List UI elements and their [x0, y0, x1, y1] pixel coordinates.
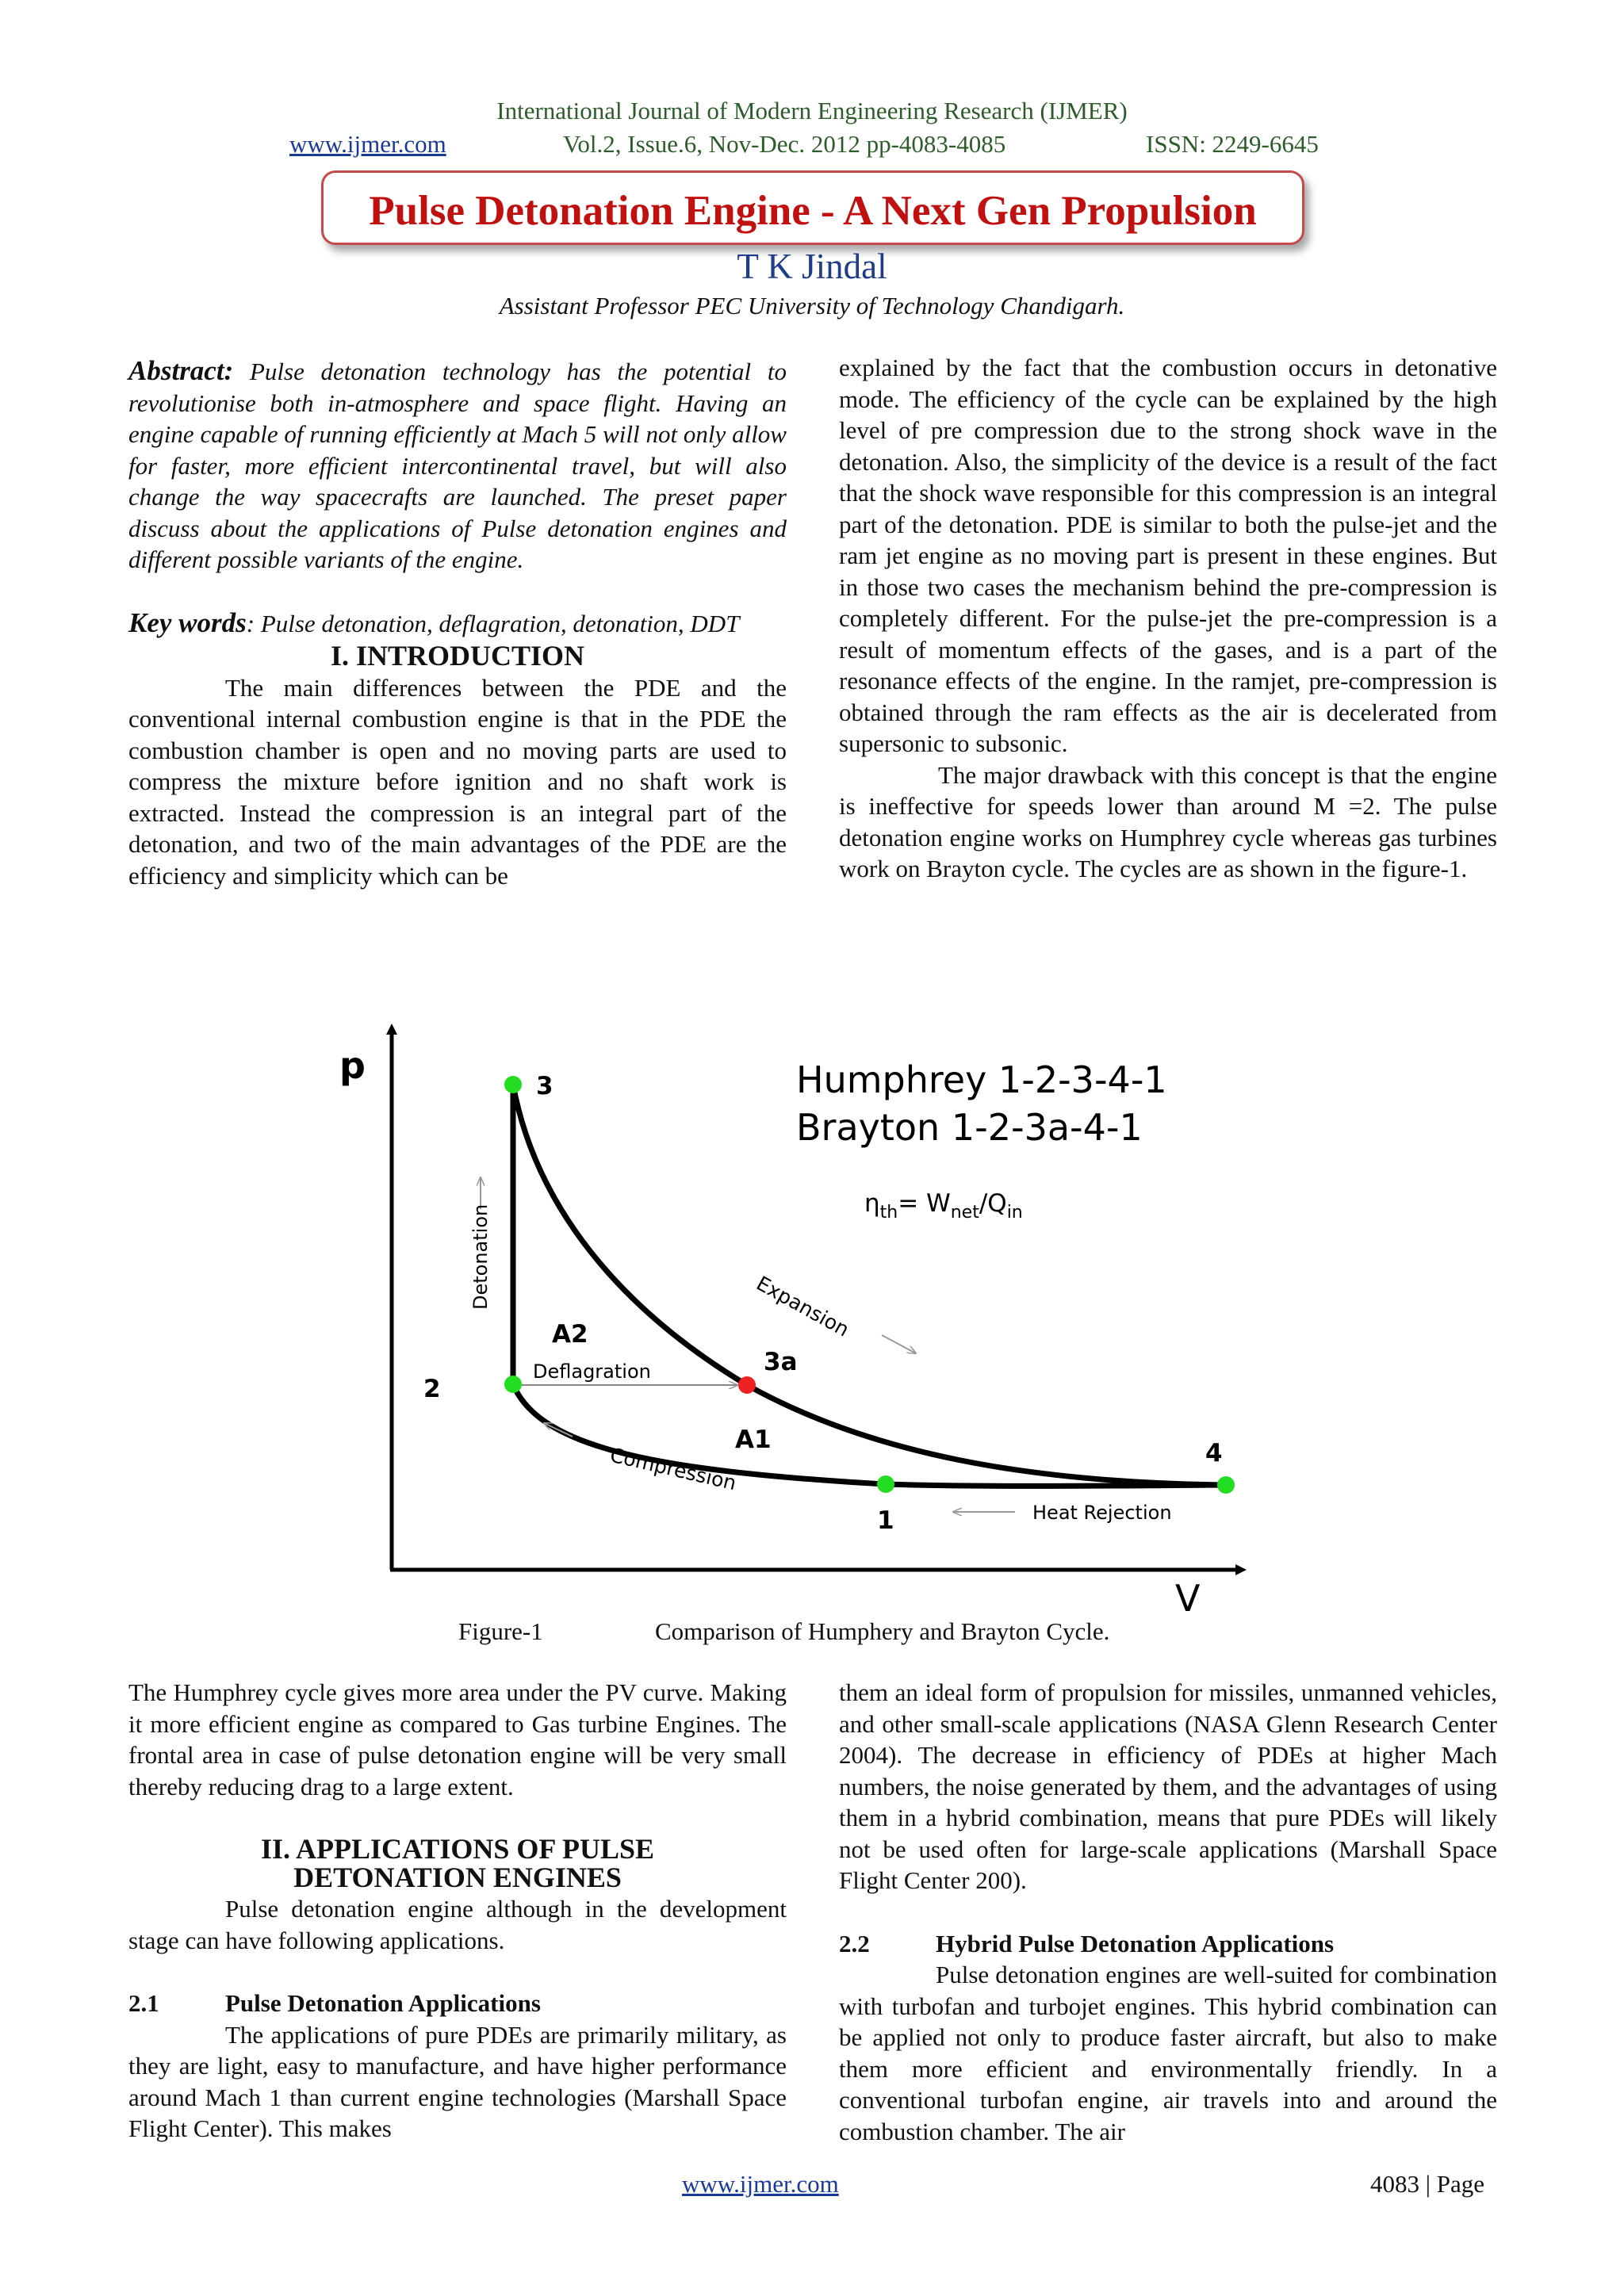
intro-paragraph-1-cont: explained by the fact that the combustion occurs in detonative mode. The efficiency of the cycle can be explained by the high level of pre compression due to the strong shock wave in the detonation. Also, the simplicity of the device is a result of the fact that the shock wave responsible for this compression is an integral part of the detonation. PDE is similar to both the pulse-jet and the ram jet engine as no moving part is present in these engines. But in those two cases the mechanism behind the pre-compression is completely different. For the pulse-jet the pre-compression is a result of momentum effects of the gases, and is a part of the resonance effects of the engine. In the ramjet, pre-compression is obtained through the ram effects as the air is decelerated from supersonic to subsonic. [839, 354, 1497, 757]
expansion-label: Expansion [753, 1271, 853, 1341]
keywords-text: : Pulse detonation, deflagration, detonation, DDT [246, 609, 740, 637]
keywords [128, 607, 787, 640]
point-1-label: 1 [877, 1506, 894, 1535]
subsection-2-1-title: Pulse Detonation Applications [225, 1989, 541, 2017]
subsection-2-1-number: 2.1 [128, 1989, 159, 2017]
page-number: 4083 | Page [1370, 2170, 1484, 2198]
pv-diagram-figure [317, 1015, 1308, 1617]
right-column-top [839, 352, 1497, 885]
author-affiliation: Assistant Professor PEC University of Technology Chandigarh. [499, 292, 1125, 320]
expansion-arrow [882, 1335, 916, 1353]
point-1-marker [877, 1475, 894, 1493]
keywords-label: Key words [128, 607, 247, 638]
heat-rejection-label: Heat Rejection [1032, 1502, 1172, 1524]
point-2-marker [504, 1376, 522, 1393]
point-3a-marker [738, 1376, 756, 1394]
subsection-2-2-number: 2.2 [839, 1929, 870, 1957]
figure-caption-label: Figure-1 [458, 1617, 543, 1645]
legend-humphrey: Humphrey 1-2-3-4-1 [796, 1058, 1167, 1101]
journal-volume: Vol.2, Issue.6, Nov-Dec. 2012 pp-4083-4085 [563, 130, 1006, 158]
v-axis-label: V [1175, 1577, 1201, 1617]
humphrey-paragraph: The Humphrey cycle gives more area under the PV curve. Making it more efficient engine as compared to Gas turbine Engines. The frontal area in case of pulse detonation engine will be very small thereby reducing drag to a large extent. [128, 1678, 787, 1800]
detonation-label: Detonation [469, 1203, 492, 1310]
footer-site-wrap [682, 2170, 839, 2198]
subsection-2-1-paragraph: The applications of pure PDEs are primarily military, as they are light, easy to manufacture, and have higher performance around Mach 1 than current engine technologies (Marshall Space Flight Center). This makes [128, 2020, 787, 2142]
applications-paragraph-cont: them an ideal form of propulsion for missiles, unmanned vehicles, and other small-scale applications (NASA Glenn Research Center 2004). The decrease in efficiency of PDEs at higher Mach numbers, the noise generated by them, and the advantages of using them in a hybrid combination, means that pure PDEs will likely not be used often for large-scale applications (Marshall Space Flight Center 200). [839, 1678, 1497, 1894]
journal-name: International Journal of Modern Engineering Research (IJMER) [496, 97, 1128, 124]
section-2-heading-line2: DETONATION ENGINES [293, 1861, 622, 1893]
footer-site-link[interactable]: www.ijmer.com [682, 2170, 839, 2198]
abstract [128, 355, 787, 576]
point-2-label: 2 [423, 1375, 441, 1403]
intro-heading: I. INTRODUCTION [330, 640, 585, 672]
deflagration-label: Deflagration [533, 1360, 651, 1383]
paper-title: Pulse Detonation Engine - A Next Gen Propulsion [369, 188, 1257, 234]
intro-paragraph-1: The main differences between the PDE and the conventional internal combustion engine is that in the PDE the combustion chamber is open and no moving parts are used to compress the mixture before ignition and no shaft work is extracted. Instead the compression is an integral part of the detonation, and two of the main advantages of the PDE are the efficiency and simplicity which can be [128, 673, 787, 890]
right-column-bottom [839, 1677, 1497, 2147]
section-2-paragraph: Pulse detonation engine although in the development stage can have following applications. [128, 1895, 787, 1954]
intro-paragraph-2: The major drawback with this concept is that the engine is ineffective for speeds lower than around M =2. The pulse detonation engine works on Humphrey cycle whereas gas turbines work on Brayton cycle. The cycles are as shown in the figure-1. [839, 760, 1497, 882]
section-2-heading-line1: II. APPLICATIONS OF PULSE [260, 1833, 655, 1865]
journal-issn: ISSN: 2249-6645 [1146, 130, 1319, 158]
author-name: T K Jindal [737, 247, 887, 286]
area-a1-label: A1 [735, 1425, 772, 1454]
area-a2-label: A2 [552, 1320, 588, 1349]
point-4-label: 4 [1205, 1439, 1223, 1468]
compression-arrow [544, 1423, 573, 1437]
point-3a-label: 3a [764, 1348, 798, 1376]
point-3-label: 3 [536, 1072, 553, 1100]
abstract-label: Abstract: [128, 355, 234, 386]
legend-brayton: Brayton 1-2-3a-4-1 [796, 1106, 1143, 1149]
left-column-top [128, 355, 787, 891]
journal-site-link[interactable]: www.ijmer.com [289, 130, 446, 158]
journal-site-wrap [289, 130, 446, 159]
title-box [321, 170, 1304, 245]
subsection-2-1-heading [128, 1988, 787, 2019]
subsection-2-2-heading [839, 1928, 1497, 1960]
subsection-2-2-title: Hybrid Pulse Detonation Applications [936, 1929, 1335, 1957]
subsection-2-2-paragraph: Pulse detonation engines are well-suited for combination with turbofan and turbojet engines. This hybrid combination can be applied not only to produce faster aircraft, but also to make them more efficient and environmentally friendly. In a conventional turbofan engine, air travels into and around the combustion chamber. The air [839, 1961, 1497, 2145]
efficiency-formula: $\eta_{th}= W_{net}/Q_{in}$ [864, 1189, 1023, 1223]
point-4-marker [1217, 1476, 1235, 1494]
left-column-bottom [128, 1677, 787, 2145]
figure-caption-text: Comparison of Humphery and Brayton Cycle. [655, 1617, 1110, 1645]
p-axis-label: p [339, 1044, 366, 1087]
point-3-marker [504, 1076, 522, 1093]
abstract-text: Pulse detonation technology has the potential to revolutionise both in-atmosphere and space flight. Having an engine capable of running efficiently at Mach 5 will not only allow for faster, more efficient intercontinental travel, but will also change the way spacecrafts are launched. The preset paper discuss about the applications of Pulse detonation engines and different possible variants of the engine. [128, 358, 787, 573]
compression-label: Compression [607, 1443, 739, 1495]
